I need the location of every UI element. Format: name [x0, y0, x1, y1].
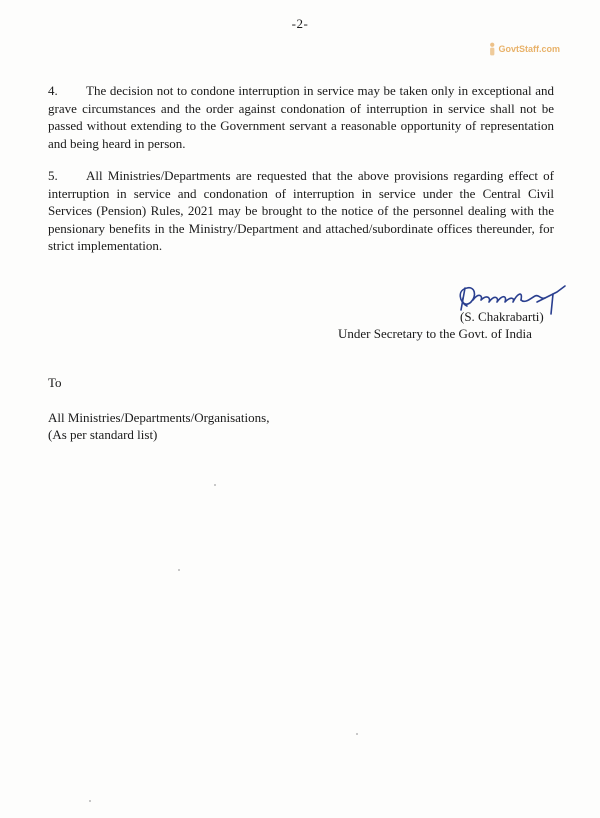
- watermark-figure-icon: [488, 39, 496, 59]
- scan-speck: [356, 733, 358, 735]
- paragraph-number: 4.: [48, 83, 58, 98]
- scan-speck: [178, 569, 180, 571]
- signer-name: (S. Chakrabarti): [460, 309, 544, 324]
- recipient-line: All Ministries/Departments/Organisations,: [48, 410, 270, 425]
- watermark-logo: [488, 38, 560, 60]
- paragraph-number: 5.: [48, 168, 58, 183]
- to-label: To: [48, 375, 62, 390]
- scan-speck: [214, 484, 216, 486]
- paragraph-4: [48, 82, 554, 152]
- paragraph-5: [48, 167, 554, 255]
- recipient-line: (As per standard list): [48, 427, 158, 442]
- watermark-text: GovtStaff.com: [498, 44, 560, 54]
- signer-designation: Under Secretary to the Govt. of India: [338, 326, 532, 341]
- scan-speck: [89, 800, 91, 802]
- page-number: -2-: [291, 16, 309, 31]
- paragraph-text: The decision not to condone interruption in service may be taken only in exceptional and grave circumstances and the order against condonation of interruption in service shall not be passed without extending to the Government servant a reasonable opportunity of representation and being heard in person.: [48, 83, 554, 151]
- paragraph-text: All Ministries/Departments are requested that the above provisions regarding effect of interruption in service and condonation of interruption in service under the Central Civil Services (Pension) Rules, 2021 may be brought to the notice of the personnel dealing with the pensionary benefits in the Ministry/Department and attached/subordinate offices thereunder, for strict implementation.: [48, 168, 554, 254]
